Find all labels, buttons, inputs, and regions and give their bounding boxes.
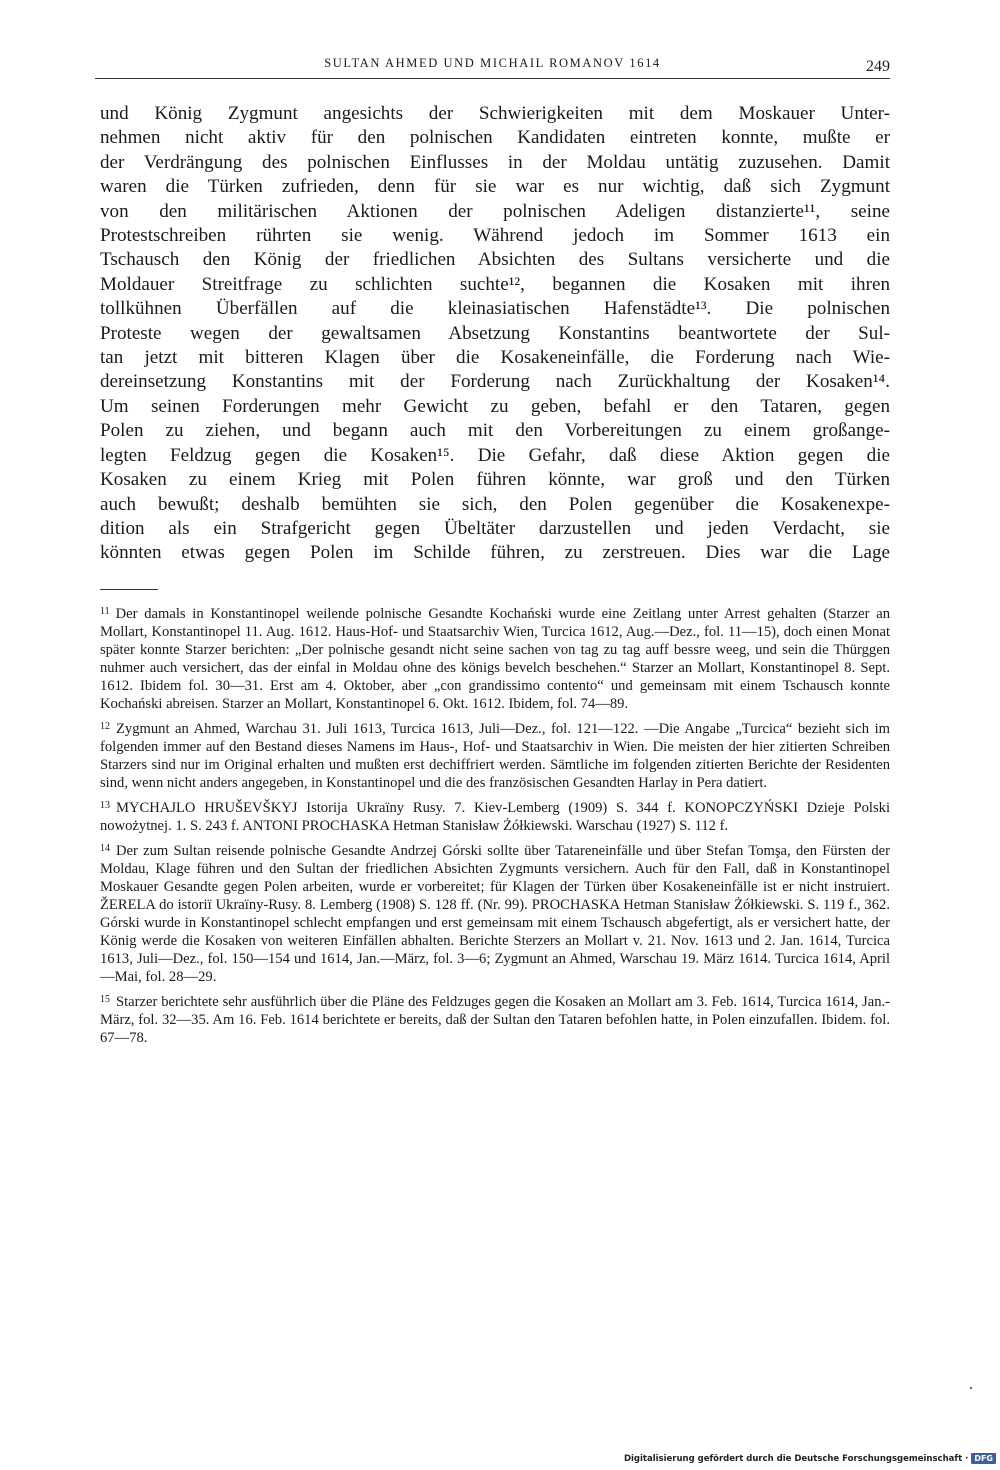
text-line: Moldauer Streitfrage zu schlichten suchte¹², begannen die Kosaken mit ihren bbox=[100, 273, 890, 295]
text-line: dereinsetzung Konstantins mit der Forderung nach Zurückhaltung der Kosaken¹⁴. bbox=[100, 371, 890, 393]
text-line: Kosaken zu einem Krieg mit Polen führen könnte, war groß und den Türken bbox=[100, 469, 890, 491]
text-line: und König Zygmunt angesichts der Schwierigkeiten mit dem Moskauer Unter- bbox=[100, 103, 890, 124]
page-number: 249 bbox=[866, 58, 890, 75]
text-line: tan jetzt mit bitteren Klagen über die Kosakeneinfälle, die Forderung nach Wie- bbox=[100, 347, 890, 369]
text-line: tollkühnen Überfällen auf die kleinasiatischen Hafenstädte¹³. Die polnischen bbox=[100, 298, 890, 320]
text-line: dition als ein Strafgericht gegen Übeltäter darzustellen und jeden Verdacht, sie bbox=[100, 517, 890, 539]
digitization-credit bbox=[624, 1453, 996, 1464]
footnote-13 bbox=[100, 797, 890, 835]
dfg-logo: DFG bbox=[971, 1453, 996, 1464]
footnote-number: 11 bbox=[100, 606, 110, 617]
text-line: Um seinen Forderungen mehr Gewicht zu geben, befahl er den Tataren, gegen bbox=[100, 395, 890, 417]
text-line: Polen zu ziehen, und begann auch mit den Vorbereitungen zu einem großange- bbox=[100, 420, 890, 442]
footnote-number: 15 bbox=[100, 993, 110, 1005]
footnote-text: Der zum Sultan reisende polnische Gesandte Andrzej Górski sollte über Tatareneinfälle und über Stefan Tomşa, den Fürsten der Moldau, Klage führen und den Sultan der friedlichen Absichten Zygmunts versichern. Auch für den Fall, daß in Konstantinopel Moskauer Gesandte gegen Polen arbeiten, wurde er vorbereitet; für Klagen der Türken über Kosakeneinfälle ist er nicht instruiert. ŽERELA do istoriï Ukraïny-Rusy. 8. Lemberg (1908) S. 128 ff. (Nr. 99). PROCHASKA Hetman Stanisław Żółkiewski. S. 119 f., 362. Górski wurde in Konstantinopel schlecht empfangen und erst gemeinsam mit einem Tschausch abgefertigt, als er versichert hatte, der König werde die Kosaken von weiteren Einfällen abhalten. Berichte Sterzers an Mollart v. 21. Nov. 1613 und 2. Jan. 1614, Turcica 1613, Juli—Dez., fol. 150—154 und 1614, Jan.—März, fol. 3—6; Zygmunt an Ahmed, Warschau 19. März 1614. Turcica 1614, April—Mai, fol. 28—29. bbox=[100, 842, 890, 986]
text-line: Protestschreiben rührten sie wenig. Während jedoch im Sommer 1613 ein bbox=[100, 225, 890, 247]
footnote-separator bbox=[100, 589, 158, 590]
text-line: könnten etwas gegen Polen im Schilde führen, zu zerstreuen. Dies war die Lage bbox=[100, 542, 890, 564]
running-title: SULTAN AHMED UND MICHAIL ROMANOV 1614 bbox=[324, 56, 661, 70]
footnotes bbox=[100, 603, 890, 1052]
footnote-number: 14 bbox=[100, 842, 110, 854]
text-line: Proteste wegen der gewaltsamen Absetzung Konstantins beantwortete der Sul- bbox=[100, 322, 890, 344]
footnote-11 bbox=[100, 603, 890, 714]
footnote-number: 13 bbox=[100, 799, 110, 811]
text-line: von den militärischen Aktionen der polnischen Adeligen distanzierte¹¹, seine bbox=[100, 200, 890, 222]
text-line: Tschausch den König der friedlichen Absichten des Sultans versicherte und die bbox=[100, 249, 890, 271]
text-line: auch bewußt; deshalb bemühten sie sich, den Polen gegenüber die Kosakenexpe- bbox=[100, 493, 890, 515]
footnote-text: Zygmunt an Ahmed, Warchau 31. Juli 1613, Turcica 1613, Juli—Dez., fol. 121—122. —Die Angabe „Turcica“ bezieht sich im folgenden immer auf den Bestand dieses Namens im Haus-, Hof- und Staatsarchiv in Wien. Die meisten der hier zitierten Schreiben Starzers sind nur im Original erhalten und mußten erst dechiffriert werden. Sämtliche im folgenden zitierten Berichte der Residenten sind, wenn nicht anders angegeben, in Konstantinopel und die des französischen Gesandten Harlay in Pera datiert. bbox=[100, 721, 890, 792]
footnote-text: Starzer berichtete sehr ausführlich über die Pläne des Feldzuges gegen die Kosaken an Mollart am 3. Feb. 1614, Turcica 1614, Jan.-März, fol. 32—35. Am 16. Feb. 1614 berichtete er bereits, daß der Sultan den Tataren befohlen hatte, in Polen einzufallen. Ibidem. fol. 67—78. bbox=[100, 993, 890, 1047]
text-line: der Verdrängung des polnischen Einflusses in der Moldau untätig zuzusehen. Damit bbox=[100, 151, 890, 173]
main-text bbox=[100, 102, 890, 566]
running-header bbox=[95, 52, 890, 79]
text-line: waren die Türken zufrieden, denn für sie war es nur wichtig, daß sich Zygmunt bbox=[100, 176, 890, 198]
text-line: nehmen nicht aktiv für den polnischen Kandidaten eintreten konnte, mußte er bbox=[100, 127, 890, 149]
digitization-text: Digitalisierung gefördert durch die Deutsche Forschungsgemeinschaft · bbox=[623, 1453, 969, 1464]
footnote-text: MYCHAJLO HRUŠEVŠKYJ Istorija Ukraïny Rusy. 7. Kiev-Lemberg (1909) S. 344 f. KONOPCZYŃSKI Dzieje Polski nowożytnej. 1. S. 243 f. ANTONI PROCHASKA Hetman Stanisław Żółkiewski. Warschau (1927) S. 112 f. bbox=[100, 799, 890, 835]
text-line: legten Feldzug gegen die Kosaken¹⁵. Die Gefahr, daß diese Aktion gegen die bbox=[100, 444, 890, 466]
footnote-number: 12 bbox=[100, 721, 110, 733]
footnote-12 bbox=[100, 718, 890, 792]
footnote-14 bbox=[100, 840, 890, 987]
scan-speck bbox=[970, 1387, 972, 1389]
footnote-text: Der damals in Konstantinopel weilende polnische Gesandte Kochański wurde eine Zeitlang unter Arrest gehalten (Starzer an Mollart, Konstantinopel 11. Aug. 1612. Haus-Hof- und Staatsarchiv Wien, Turcica 1612, Aug.—Dez., fol. 11—15), doch einen Monat später konnte Starzer berichten: „Der polnische gesandt nicht seine sachen von tag zu tag auff bessre weeg, und sein die Thürggen nuhmer auch versichert, das der einfal in Moldau ohne des königs bevelch beschehen.“ Starzer an Mollart, Konstantinopel 8. Sept. 1612. Ibidem fol. 30—31. Erst am 4. Oktober, aber „con grandissimo contento“ und gemeinsam mit einem Tschausch konnte Kochański abreisen. Starzer an Mollart, Konstantinopel 6. Okt. 1612. Ibidem, fol. 74—89. bbox=[100, 606, 890, 713]
footnote-15 bbox=[100, 991, 890, 1047]
